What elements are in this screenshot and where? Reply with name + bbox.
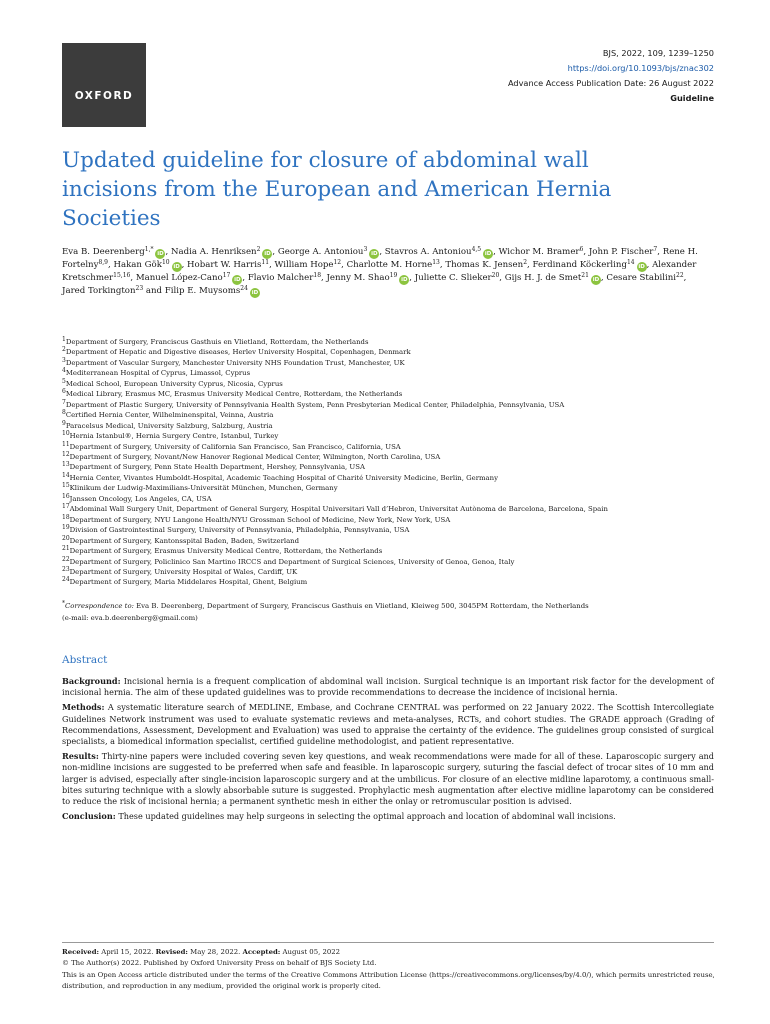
license: This is an Open Access article distributed under the terms of the Creative Commons Attribution License (https://creativecommons.org/licenses/by/4.0/), which permits unrestricted reuse, distribution, and reproduction in any medium, provided the original work is properly cited. [62,970,715,990]
footer-divider [62,942,714,943]
author-name: Charlotte M. Horne [346,260,433,270]
abstract-section [62,751,714,807]
author-name: Stavros A. Antoniou [384,247,472,257]
affiliation-number: 11 [62,440,70,448]
abstract-section [62,676,714,699]
correspondence-email: (e-mail: eva.b.deerenberg@gmail.com) [62,613,198,622]
affiliation-item [62,577,722,587]
author [606,273,683,283]
affiliation-item [62,525,722,535]
author-affiliation-ref: 19 [389,272,398,279]
author [113,260,181,270]
author [532,260,646,270]
author-affiliation-ref: 23 [135,285,144,292]
affiliation-text: Division of Gastrointestinal Surgery, University of Pennsylvania, Philadelphia, Pennsylvania, USA [69,526,410,535]
accepted-label: Accepted: [242,948,281,956]
affiliation-item [62,442,722,452]
author [499,247,584,257]
affiliation-item [62,347,722,357]
orcid-icon[interactable]: iD [173,264,180,270]
author-affiliation-ref: 2 [523,259,528,266]
article-type: Guideline [670,93,714,103]
author-name: Ferdinand Köckerling [532,260,627,270]
affiliation-number: 23 [62,565,70,573]
abstract-section-label: Results: [62,751,99,762]
orcid-icon[interactable]: iD [251,290,259,296]
orcid-icon[interactable]: iD [157,251,164,257]
affiliation-item [62,452,722,462]
abstract-section-label: Methods: [62,702,105,713]
author-affiliation-ref: 12 [333,259,342,266]
author-affiliation-ref: 20 [491,272,500,279]
author-name: William Hope [274,260,334,270]
abstract-heading: Abstract [62,654,108,666]
affiliation-text: Hernia Center, Vivantes Humboldt-Hospital, Academic Teaching Hospital of Charité University Medicine, Berlin, Germany [69,473,498,482]
abstract-section-text: A systematic literature search of MEDLINE, Embase, and Cochrane CENTRAL was performed on 22 January 2022. The Scottish Intercollegiate Guidelines Network instrument was used to evaluate systematic reviews and meta-analyses, RCTs, and cohort studies. The GRADE approach (Grading of Recommendations, Assessment, Development and Evaluation) was used to appraise the certainty of the evidence. The guidelines group consisted of surgical specialists, a biomedical information specialist, certified guideline methodologist, and patient representative. [62,702,714,747]
author-name: Filip E. Muysoms [164,286,241,296]
orcid-icon[interactable]: iD [592,277,600,283]
orcid-icon[interactable]: iD [401,277,408,283]
abstract-section-label: Background: [62,676,121,686]
affiliation-number: 15 [62,482,70,490]
abstract-section-text: Incisional hernia is a frequent complication of abdominal wall incision. Surgical technique is an important risk factor for the development of incisional hernia. The aim of these updated guidelines was to provide recommendations to decrease the incidence of incisional hernia. [62,676,714,698]
author [415,273,500,283]
affiliation-number: 14 [62,471,70,479]
affiliation-text: Department of Surgery, Maria Middelares Hospital, Ghent, Belgium [69,578,308,587]
citation: BJS, 2022, 109, 1239–1250 [602,48,714,58]
abstract-body [62,676,714,826]
affiliation-item [62,557,722,567]
author-affiliation-ref: 7 [653,246,658,253]
oxford-logo [62,43,146,127]
abstract-section [62,702,714,747]
author-affiliation-ref: 14 [626,259,635,266]
affiliation-text: Department of Surgery, Novant/New Hanover Regional Medical Center, Wilmington, North Carolina, USA [69,452,441,461]
affiliation-item [62,515,722,525]
author [275,260,342,270]
author-name: Hakan Gök [113,260,162,270]
author-name: Jared Torkington [62,286,136,296]
author [505,273,601,283]
affiliation-text: Department of Vascular Surgery, Manchester University NHS Foundation Trust, Manchester, UK [65,358,405,367]
affiliation-text: Department of Surgery, NYU Langone Health/NYU Grossman School of Medicine, New York, New York, USA [69,515,451,524]
correspondence-label: Correspondence to: [65,602,134,610]
abstract-section [62,811,714,822]
accepted-date: August 05, 2022 [280,948,340,956]
author-name: Flavio Malcher [247,273,314,283]
article-footer [62,947,722,992]
logo-text: OXFORD [74,90,134,102]
revised-label: Revised: [155,948,188,956]
affiliation-number: 17 [62,503,70,511]
history-dates [62,947,722,958]
affiliation-number: 24 [62,576,70,584]
affiliation-text: Medical School, European University Cyprus, Nicosia, Cyprus [65,379,283,388]
affiliation-item [62,504,722,514]
author [171,247,272,257]
author-affiliation-ref: 10 [161,259,170,266]
orcid-icon[interactable]: iD [234,277,241,283]
author-name: Alexander Kretschmer [62,260,697,283]
affiliation-item [62,462,722,472]
author [445,260,527,270]
abstract-section-text: These updated guidelines may help surgeons in selecting the optimal approach and location of abdominal wall incisions. [115,811,616,822]
affiliation-text: Certified Hernia Center, Wilhelminenspital, Veinna, Austria [65,411,274,420]
affiliation-number: 18 [62,513,70,521]
author [187,260,269,270]
author-name: Jenny M. Shao [326,273,390,283]
affiliation-text: Department of Plastic Surgery, University of Pennsylvania Health System, Penn Presbyterian Medical Center, Philadelphia, Pennsylvania, USA [65,400,565,409]
affiliation-text: Department of Surgery, University Hospital of Wales, Cardiff, UK [69,567,298,576]
orcid-icon[interactable]: iD [484,251,492,257]
affiliation-number: 21 [62,545,70,553]
author-affiliation-ref: 18 [313,272,322,279]
author-name: Gijs H. J. de Smet [504,273,582,283]
affiliation-item [62,431,722,441]
affiliation-item [62,400,722,410]
author-affiliation-ref: 2 [256,246,261,253]
correspondence [62,601,722,624]
affiliation-number: 1 [62,336,66,343]
author [62,286,143,296]
author [62,247,165,257]
affiliation-item [62,567,722,577]
affiliation-number: 13 [62,461,70,469]
affiliation-text: Abdominal Wall Surgery Unit, Department of General Surgery, Hospital Universitari Vall d’Hebron, Universitat Autònoma de Barcelona, Barcelona, Spain [69,505,608,514]
received-label: Received: [62,948,100,956]
affiliation-item [62,410,722,420]
correspondence-mark: * [62,600,65,607]
affiliation-item [62,421,722,431]
affiliation-text: Paracelsus Medical, University Salzburg, Salzburg, Austria [65,421,273,430]
author-name: John P. Fischer [588,247,654,257]
copyright: © The Author(s) 2022. Published by Oxford University Press on behalf of BJS Society Ltd. [62,959,377,968]
author [136,273,243,283]
article-meta [508,46,714,106]
author-name: Thomas K. Jensen [445,260,524,270]
affiliation-number: 16 [62,492,70,500]
received-date: April 15, 2022. [99,948,156,956]
affiliation-number: 8 [62,409,66,417]
author [385,247,493,257]
affiliation-text: Department of Hepatic and Digestive diseases, Herlev University Hospital, Copenhagen, Denmark [65,348,411,357]
affiliation-text: Hernia Istanbul®, Hernia Surgery Centre, Istanbul, Turkey [69,432,279,441]
author-affiliation-ref: 8,9 [98,259,108,266]
author-name: Nadia A. Henriksen [170,247,257,257]
affiliation-text: Klinikum der Ludwig-Maximilians-Universität München, Munchen, Germany [69,484,338,493]
article-title: Updated guideline for closure of abdominal wall incisions from the European and American Hernia Societies [62,148,612,231]
author [347,260,440,270]
publication-date: Advance Access Publication Date: 26 August 2022 [507,78,714,88]
author-affiliation-ref: 15,16 [113,272,131,279]
correspondence-text: Eva B. Deerenberg, Department of Surgery, Franciscus Gasthuis en Vlietland, Kleiweg 500, 3045PM Rotterdam, the Netherlands [133,602,589,610]
affiliation-item [62,389,722,399]
author-name: Manuel López-Cano [135,273,223,283]
author-list: Eva B. Deerenberg$^{1,*}$iD , Nadia A. Henriksen$^2$iD , George A. Antoniou$^3$iD , Stavros A. Antoniou$^{4,5}$iD , Wichor M. Bramer$^6$, John P. Fischer$^7$, Rene H. Fortelny$^{8,9}$, Hakan Gök$^{10}$iD , Hobart W. Harris$^{11}$, William Hope$^{12}$, Charlotte M. Horne$^{13}$, Thomas K. Jensen$^2$, Ferdinand Köckerling$^{14}$iD , Alexander Kretschmer$^{15,16}$, Manuel López-Cano$^{17}$iD , Flavio Malcher$^{18}$, Jenny M. Shao$^{19}$iD , Juliette C. Slieker$^{20}$, Gijs H. J. de Smet$^{21}$iD , Cesare Stabilini$^{22}$, Jared Torkington$^{23}$ and Filip E. Muysoms$^{24}$iD [62,246,698,296]
affiliation-text: Department of Surgery, Franciscus Gasthuis en Vlietland, Rotterdam, the Netherlands [65,338,369,346]
author-affiliation-ref: 4,5 [471,246,482,253]
author [248,273,321,283]
author-affiliation-ref: 6 [579,246,584,253]
abstract-section-text: Thirty-nine papers were included covering seven key questions, and weak recommendations were made for all of these. Laparoscopic surgery and non-midline incisions are suggested to be preferred when safe and feasible. In laparoscopic surgery, suturing the fascial defect of trocar sites of 10 mm and larger is advised, especially after single-incision laparoscopic surgery and at the umbilicus. For closure of an elective midline laparotomy, a continuous small-bites suturing technique with a slowly absorbable suture is suggested. Prophylactic mesh augmentation after elective midline laparotomy can be considered to reduce the risk of incisional hernia; a permanent synthetic mesh in either the onlay or retromuscular position is advised. [62,751,714,807]
affiliation-text: Department of Surgery, Kantonsspital Baden, Baden, Switzerland [69,536,300,545]
orcid-icon[interactable]: iD [638,264,645,270]
affiliation-number: 4 [62,367,66,375]
affiliation-item [62,536,722,546]
affiliation-text: Janssen Oncology, Los Angeles, CA, USA [69,494,212,503]
affiliation-item [62,368,722,378]
affiliation-number: 7 [62,398,66,406]
revised-date: May 28, 2022. [187,948,243,956]
affiliation-number: 2 [62,346,66,354]
author-name: Juliette C. Slieker [414,273,492,283]
affiliation-item [62,379,722,389]
author-affiliation-ref: 24 [240,285,248,292]
affiliation-number: 22 [62,555,70,563]
author-affiliation-ref: 1,* [144,246,154,253]
affiliation-number: 19 [62,524,70,532]
affiliation-item [62,473,722,483]
author-name: Hobart W. Harris [187,260,262,270]
affiliation-item [62,337,722,347]
author [589,247,657,257]
author-name: Wichor M. Bramer [498,247,580,257]
affiliation-number: 5 [62,377,66,385]
affiliation-text: Mediterranean Hospital of Cyprus, Limassol, Cyprus [65,369,251,378]
affiliation-item [62,358,722,368]
affiliation-list [62,337,722,588]
affiliation-text: Department of Surgery, Policlinico San Martino IRCCS and Department of Surgical Sciences, University of Genoa, Genoa, Italy [69,557,515,566]
affiliation-item [62,483,722,493]
affiliation-number: 20 [62,534,70,542]
affiliation-text: Department of Surgery, Penn State Health Department, Hershey, Pennsylvania, USA [69,463,365,472]
doi-link[interactable]: https://doi.org/10.1093/bjs/znac302 [567,63,714,73]
affiliation-number: 3 [62,356,66,364]
author-affiliation-ref: 3 [363,246,368,253]
author-name: Eva B. Deerenberg [62,247,145,257]
abstract-section-label: Conclusion: [62,811,116,822]
affiliation-item [62,494,722,504]
orcid-icon[interactable]: iD [264,251,271,257]
affiliation-text: Department of Surgery, University of California San Francisco, San Francisco, California, USA [69,442,401,451]
author-affiliation-ref: 21 [581,272,589,279]
affiliation-number: 6 [62,388,66,396]
author-name: Rene H. Fortelny [62,247,698,270]
affiliation-item [62,546,722,556]
author-affiliation-ref: 22 [676,272,684,279]
affiliation-text: Department of Surgery, Erasmus University Medical Centre, Rotterdam, the Netherlands [69,547,383,556]
affiliation-number: 9 [62,419,66,427]
author-affiliation-ref: 13 [432,259,440,266]
author [165,286,260,296]
author-name: Cesare Stabilini [606,273,677,283]
affiliation-text: Medical Library, Erasmus MC, Erasmus University Medical Centre, Rotterdam, the Netherlands [65,390,403,399]
author-affiliation-ref: 11 [261,259,270,266]
affiliation-number: 12 [62,450,70,458]
author-affiliation-ref: 17 [222,272,231,279]
affiliation-number: 10 [62,430,70,438]
orcid-icon[interactable]: iD [371,251,378,257]
author-name: George A. Antoniou [277,247,364,257]
author [326,273,409,283]
author [278,247,379,257]
